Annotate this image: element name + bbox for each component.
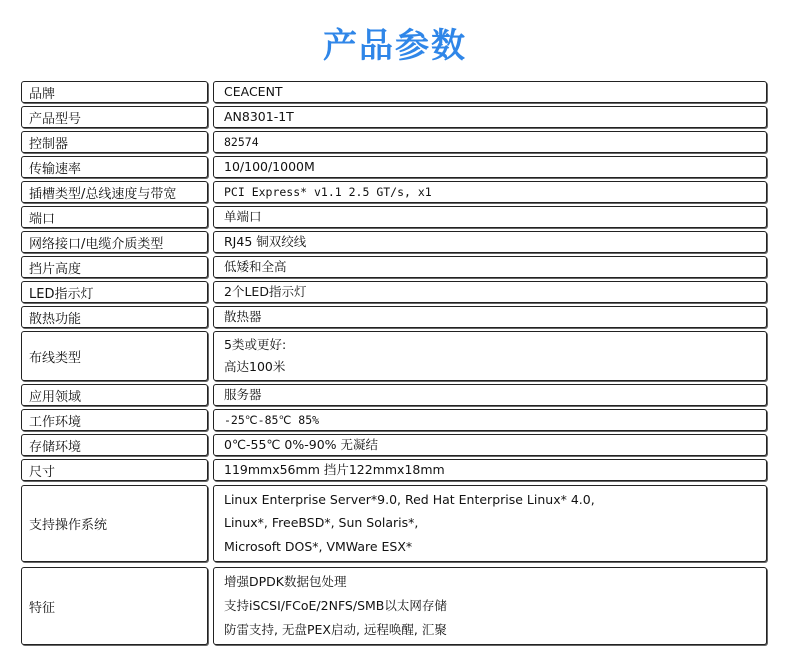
row-value: [213, 281, 767, 303]
row-value: [213, 181, 767, 203]
row-value: [213, 331, 767, 381]
value-line: PCI Express* v1.1 2.5 GT/s, x1: [224, 185, 432, 199]
page-title: 产品参数: [323, 26, 467, 66]
table-row: [0, 567, 790, 645]
value-line: 10/100/1000M: [224, 159, 315, 174]
row-label: 插槽类型/总线速度与带宽: [21, 181, 208, 203]
value-line: AN8301-1T: [224, 109, 294, 124]
table-row: [0, 206, 790, 228]
row-label: 布线类型: [21, 331, 208, 381]
row-label: 挡片高度: [21, 256, 208, 278]
table-row: [0, 331, 790, 381]
table-row: [0, 256, 790, 278]
value-line: 82574: [224, 135, 259, 149]
value-line: 散热器: [224, 309, 262, 324]
row-label: 端口: [21, 206, 208, 228]
value-line: 5类或更好:: [224, 337, 287, 352]
value-line: -25℃-85℃ 85%: [224, 413, 320, 427]
row-value: [213, 106, 767, 128]
row-label: 特征: [21, 567, 208, 645]
row-label: 网络接口/电缆介质类型: [21, 231, 208, 253]
value-line: 防雷支持, 无盘PEX启动, 远程唤醒, 汇聚: [224, 622, 447, 637]
table-row: [0, 281, 790, 303]
row-value: [213, 131, 767, 153]
table-row: [0, 306, 790, 328]
value-line: 服务器: [224, 387, 262, 402]
row-label: 支持操作系统: [21, 485, 208, 562]
row-value: [213, 567, 767, 645]
row-label: 应用领域: [21, 384, 208, 406]
value-line: 高达100米: [224, 359, 286, 374]
table-row: [0, 81, 790, 103]
value-line: 支持iSCSI/FCoE/2NFS/SMB以太网存储: [224, 598, 447, 613]
row-value: [213, 231, 767, 253]
value-line: 2个LED指示灯: [224, 284, 307, 299]
table-row: [0, 434, 790, 456]
table-row: [0, 131, 790, 153]
value-line: Linux*, FreeBSD*, Sun Solaris*,: [224, 515, 419, 531]
value-line: Linux Enterprise Server*9.0, Red Hat Enterprise Linux* 4.0,: [224, 491, 595, 507]
value-line: 增强DPDK数据包处理: [224, 574, 347, 589]
value-line: CEACENT: [224, 84, 283, 99]
value-line: Microsoft DOS*, VMWare ESX*: [224, 539, 413, 555]
row-value: [213, 306, 767, 328]
row-label: LED指示灯: [21, 281, 208, 303]
row-label: 产品型号: [21, 106, 208, 128]
value-line: RJ45 铜双绞线: [224, 234, 307, 249]
row-value: [213, 409, 767, 431]
row-value: [213, 485, 767, 562]
row-value: [213, 81, 767, 103]
row-label: 传输速率: [21, 156, 208, 178]
row-label: 品牌: [21, 81, 208, 103]
table-row: [0, 231, 790, 253]
row-value: [213, 256, 767, 278]
table-row: [0, 181, 790, 203]
value-line: 0℃-55℃ 0%-90% 无凝结: [224, 437, 379, 452]
value-line: 低矮和全高: [224, 259, 287, 274]
table-row: [0, 485, 790, 562]
row-label: 控制器: [21, 131, 208, 153]
table-row: [0, 384, 790, 406]
row-value: [213, 206, 767, 228]
row-value: [213, 434, 767, 456]
table-row: [0, 409, 790, 431]
row-label: 散热功能: [21, 306, 208, 328]
value-line: 单端口: [224, 209, 262, 224]
table-row: [0, 156, 790, 178]
table-row: [0, 106, 790, 128]
row-value: [213, 156, 767, 178]
row-label: 工作环境: [21, 409, 208, 431]
table-row: [0, 459, 790, 481]
row-label: 尺寸: [21, 459, 208, 481]
row-value: [213, 384, 767, 406]
row-value: [213, 459, 767, 481]
value-line: 119mmx56mm 挡片122mmx18mm: [224, 462, 445, 477]
row-label: 存储环境: [21, 434, 208, 456]
